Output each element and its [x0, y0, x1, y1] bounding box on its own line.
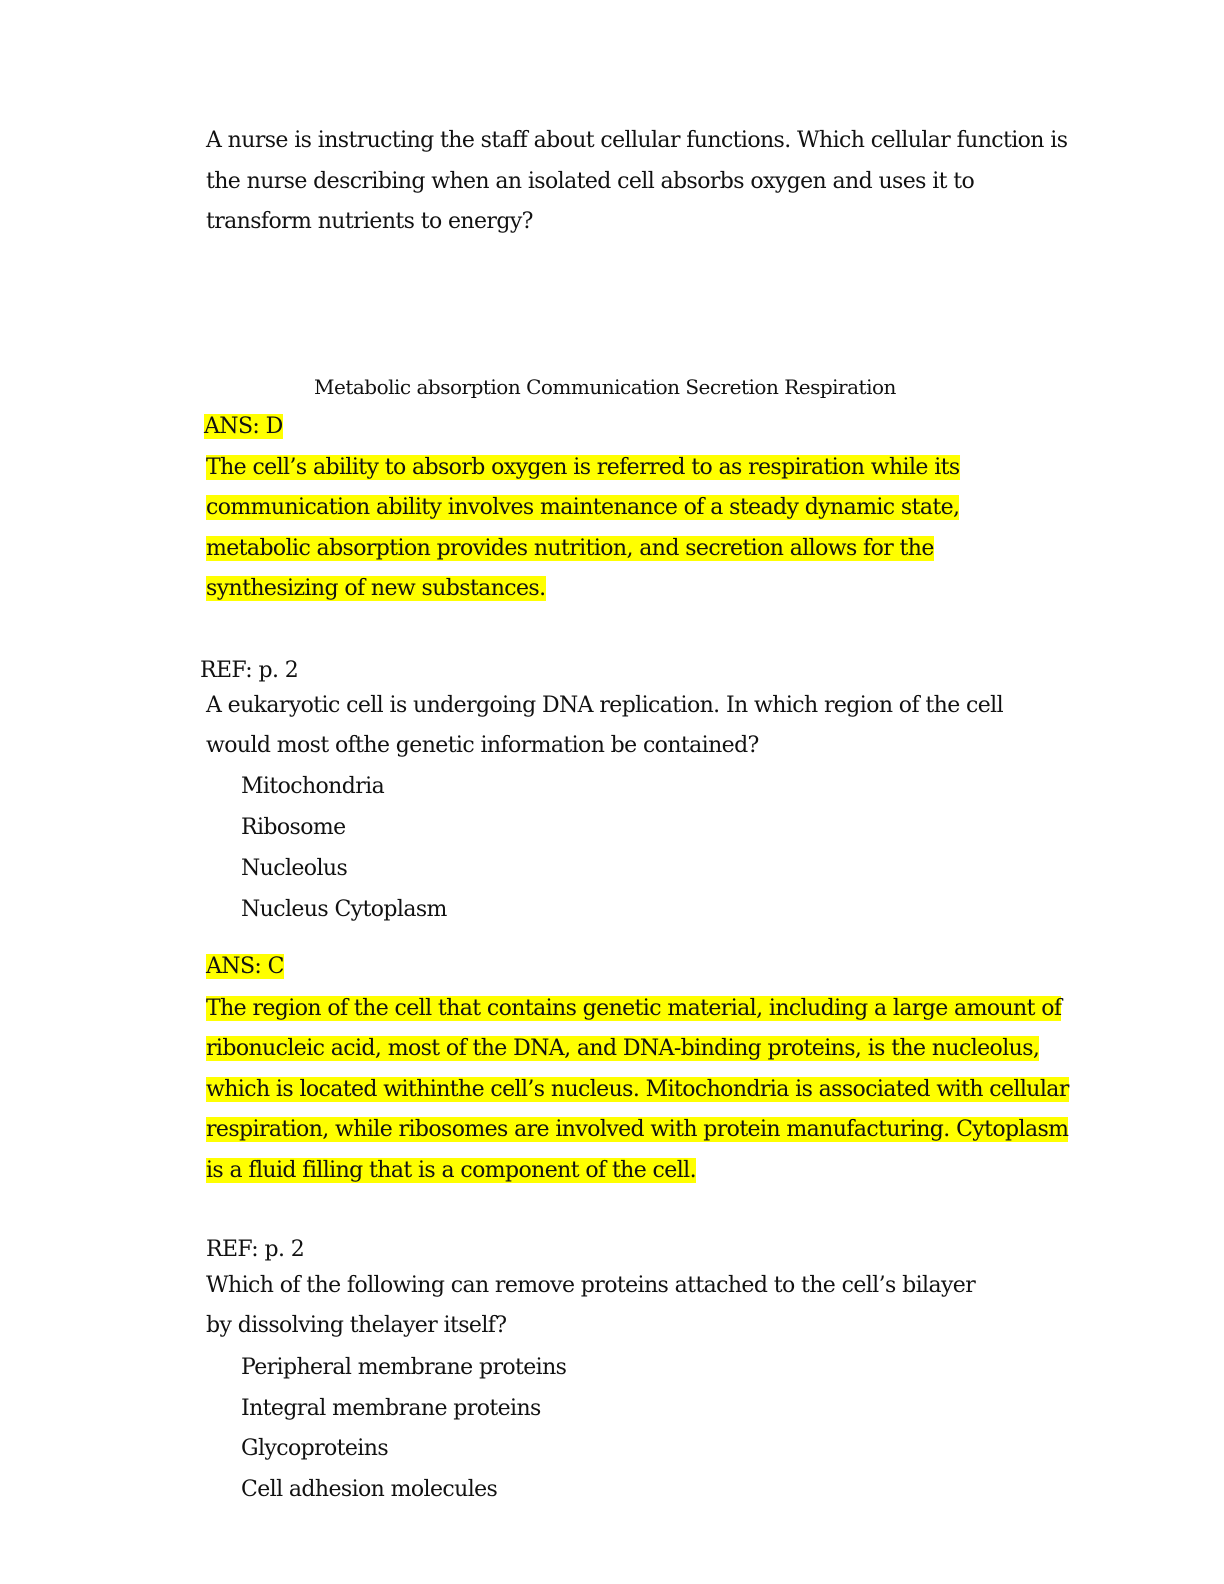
q2-stem-line-1: A eukaryotic cell is undergoing DNA replication. In which region of the cell [206, 693, 1004, 718]
q1-stem-line-1: A nurse is instructing the staff about cellular functions. Which cellular function is [206, 128, 1068, 153]
q3-stem-line-2: by dissolving thelayer itself? [206, 1313, 507, 1338]
q3-stem-line-1: Which of the following can remove proteins attached to the cell’s bilayer [206, 1273, 976, 1298]
q1-stem-line-3: transform nutrients to energy? [206, 209, 533, 234]
q2-ref: REF: p. 2 [206, 1237, 305, 1262]
q3-option-3: Glycoproteins [241, 1436, 389, 1461]
q1-rationale-line-2: communication ability involves maintenance of a steady dynamic state, [206, 495, 960, 520]
q3-option-2: Integral membrane proteins [241, 1396, 541, 1421]
q1-rationale-line-3: metabolic absorption provides nutrition, and secretion allows for the [206, 536, 934, 561]
q2-answer: ANS: C [206, 954, 284, 979]
q1-rationale-line-4: synthesizing of new substances. [206, 576, 546, 601]
q1-stem-line-2: the nurse describing when an isolated cell absorbs oxygen and uses it to [206, 169, 975, 194]
q2-rationale-line-4: respiration, while ribosomes are involved with protein manufacturing. Cytoplasm [206, 1117, 1069, 1142]
q1-answer: ANS: D [204, 414, 283, 439]
q3-option-4: Cell adhesion molecules [241, 1477, 498, 1502]
q1-options: Metabolic absorption Communication Secretion Respiration [314, 375, 896, 399]
q2-rationale-line-2: ribonucleic acid, most of the DNA, and DNA-binding proteins, is the nucleolus, [206, 1036, 1040, 1061]
q2-rationale-line-1: The region of the cell that contains genetic material, including a large amount of [206, 996, 1062, 1021]
q2-stem-line-2: would most ofthe genetic information be contained? [206, 733, 759, 758]
q2-option-4: Nucleus Cytoplasm [241, 897, 447, 922]
q2-rationale-line-3: which is located withinthe cell’s nucleus. Mitochondria is associated with cellular [206, 1077, 1069, 1102]
q2-option-2: Ribosome [241, 815, 346, 840]
q2-option-3: Nucleolus [241, 856, 348, 881]
q3-option-1: Peripheral membrane proteins [241, 1355, 567, 1380]
q1-ref: REF: p. 2 [200, 658, 299, 683]
q2-rationale-line-5: is a fluid filling that is a component of the cell. [206, 1158, 696, 1183]
q2-option-1: Mitochondria [241, 774, 385, 799]
q1-rationale-line-1: The cell’s ability to absorb oxygen is referred to as respiration while its [206, 455, 960, 480]
